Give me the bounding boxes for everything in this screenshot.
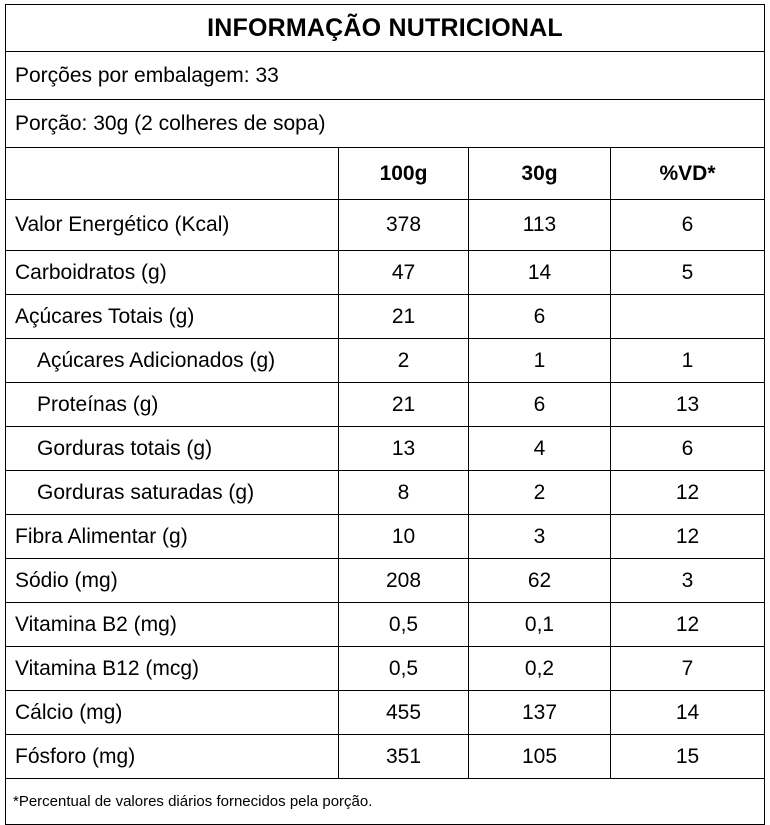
value-vd [611,295,765,339]
value-100g: 47 [339,251,469,295]
value-30g: 113 [469,200,611,251]
nutrient-name: Vitamina B2 (mg) [6,603,339,647]
value-30g: 105 [469,735,611,779]
value-30g: 0,2 [469,647,611,691]
value-30g: 6 [469,383,611,427]
table-row [6,427,765,471]
table-row [6,691,765,735]
value-vd: 1 [611,339,765,383]
value-vd: 12 [611,515,765,559]
nutrition-table [5,4,765,825]
value-100g: 455 [339,691,469,735]
serving-size: Porção: 30g (2 colheres de sopa) [6,100,765,148]
value-100g: 351 [339,735,469,779]
nutrient-name: Cálcio (mg) [6,691,339,735]
nutrient-name: Valor Energético (Kcal) [6,200,339,251]
value-30g: 0,1 [469,603,611,647]
servings-row [6,52,765,100]
nutrient-name: Fósforo (mg) [6,735,339,779]
value-100g: 0,5 [339,603,469,647]
table-row [6,735,765,779]
table-row [6,647,765,691]
label-title: INFORMAÇÃO NUTRICIONAL [6,5,765,52]
nutrient-name: Proteínas (g) [6,383,339,427]
value-30g: 1 [469,339,611,383]
value-100g: 378 [339,200,469,251]
column-header-100g: 100g [339,148,469,200]
value-vd: 5 [611,251,765,295]
value-vd: 7 [611,647,765,691]
table-row [6,295,765,339]
nutrient-name: Açúcares Adicionados (g) [6,339,339,383]
value-vd: 13 [611,383,765,427]
servings-per-package: Porções por embalagem: 33 [6,52,765,100]
value-100g: 10 [339,515,469,559]
table-row [6,559,765,603]
table-row [6,515,765,559]
value-30g: 62 [469,559,611,603]
value-vd: 12 [611,471,765,515]
nutrient-name: Sódio (mg) [6,559,339,603]
table-row [6,603,765,647]
column-header-vd: %VD* [611,148,765,200]
value-30g: 137 [469,691,611,735]
value-100g: 13 [339,427,469,471]
value-100g: 208 [339,559,469,603]
value-30g: 6 [469,295,611,339]
nutrient-name: Carboidratos (g) [6,251,339,295]
value-100g: 21 [339,295,469,339]
value-vd: 6 [611,427,765,471]
nutrient-name: Gorduras saturadas (g) [6,471,339,515]
serving-size-row [6,100,765,148]
nutrient-name: Fibra Alimentar (g) [6,515,339,559]
value-100g: 21 [339,383,469,427]
nutrient-name: Gorduras totais (g) [6,427,339,471]
value-30g: 14 [469,251,611,295]
column-header-30g: 30g [469,148,611,200]
value-vd: 14 [611,691,765,735]
footnote-row [6,779,765,825]
footnote: *Percentual de valores diários fornecidos pela porção. [6,779,765,825]
table-row [6,339,765,383]
column-header-row [6,148,765,200]
table-row [6,251,765,295]
value-30g: 4 [469,427,611,471]
nutrient-name: Vitamina B12 (mcg) [6,647,339,691]
value-vd: 3 [611,559,765,603]
value-30g: 2 [469,471,611,515]
table-row [6,200,765,251]
nutrition-facts-label [5,4,764,825]
value-vd: 15 [611,735,765,779]
value-30g: 3 [469,515,611,559]
title-row [6,5,765,52]
value-100g: 0,5 [339,647,469,691]
nutrient-name: Açúcares Totais (g) [6,295,339,339]
value-100g: 2 [339,339,469,383]
column-header-nutrient [6,148,339,200]
table-row [6,383,765,427]
value-vd: 6 [611,200,765,251]
value-vd: 12 [611,603,765,647]
value-100g: 8 [339,471,469,515]
table-row [6,471,765,515]
